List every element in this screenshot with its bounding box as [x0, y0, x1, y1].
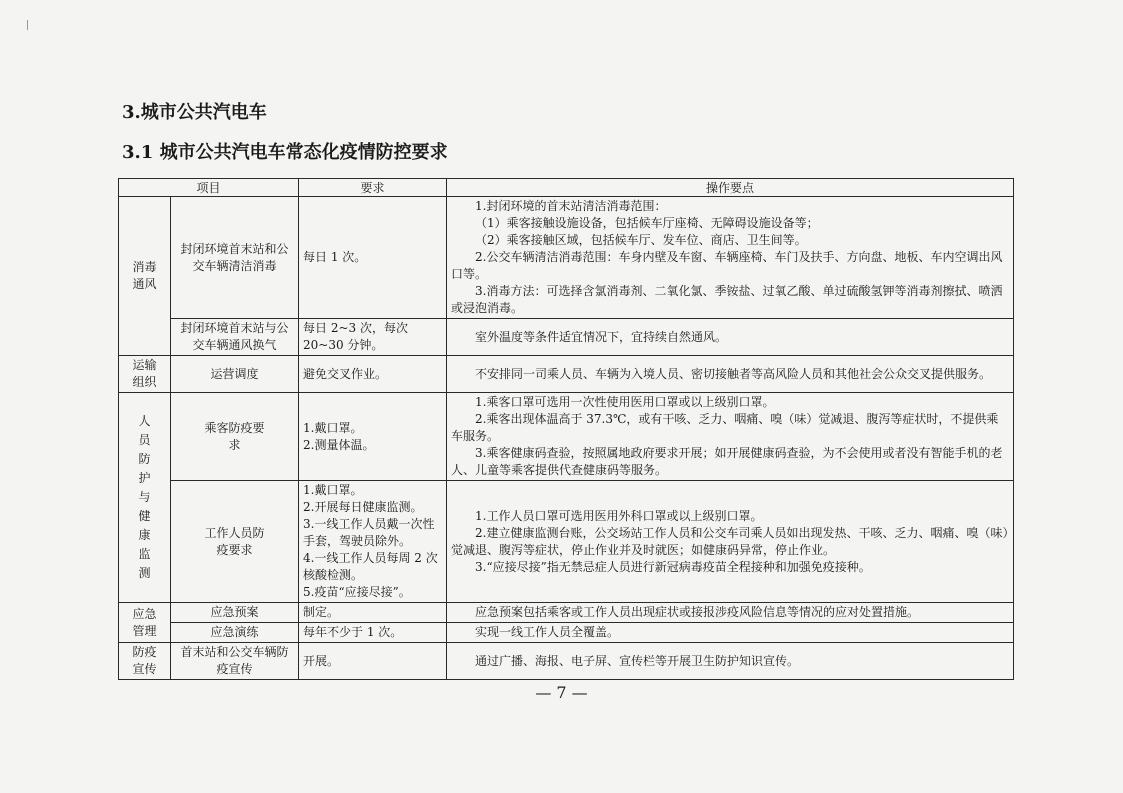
item-cell: 首末站和公交车辆防疫宣传: [171, 643, 299, 680]
item-label: 工作人员防疫要求: [204, 525, 265, 557]
key-points-cell: 通过广播、海报、电子屏、宣传栏等开展卫生防护知识宣传。: [447, 643, 1014, 680]
table-row: [119, 623, 1014, 643]
requirement-cell: 制定。: [299, 603, 447, 623]
item-cell: 封闭环境首末站与公交车辆通风换气: [171, 319, 299, 356]
point-line: 3.乘客健康码查验，按照属地政府要求开展；如开展健康码查验，为不会使用或者没有智能手机的老人、儿童等乘客提供代查健康码等服务。: [451, 446, 1003, 477]
requirement-cell: [299, 481, 447, 603]
table-row: [119, 643, 1014, 680]
requirements-table: [118, 178, 1014, 680]
header-item: 项目: [119, 179, 299, 197]
requirement-line: 3.一线工作人员戴一次性手套，驾驶员除外。: [303, 517, 435, 548]
point-line: 1.封闭环境的首末站清洁消毒范围：: [475, 199, 667, 213]
item-cell: 封闭环境首末站和公交车辆清洁消毒: [171, 197, 299, 319]
category-transport: [119, 356, 171, 393]
table-row: [119, 319, 1014, 356]
table-row: [119, 356, 1014, 393]
requirement-cell: 开展。: [299, 643, 447, 680]
category-label: 应急管理: [132, 606, 157, 638]
key-points-cell: [447, 393, 1014, 481]
requirement-line: 1.戴口罩。: [303, 420, 363, 435]
page-number: — 7 —: [535, 683, 588, 702]
section-heading: 3.城市公共汽电车: [122, 102, 267, 123]
category-label: 人员防护与健康监测: [138, 414, 151, 580]
requirement-cell: 每年不少于 1 次。: [299, 623, 447, 643]
item-cell: 应急演练: [171, 623, 299, 643]
requirement-line: 5.疫苗“应接尽接”。: [303, 585, 411, 599]
point-line: 2.公交车辆清洁消毒范围：车身内壁及车窗、车辆座椅、车门及扶手、方向盘、地板、车内空调出风口等。: [451, 250, 1003, 281]
point-line: （1）乘客接触设施设备，包括候车厅座椅、无障碍设施设备等；: [475, 216, 819, 230]
point-line: 1.乘客口罩可选用一次性使用医用口罩或以上级别口罩。: [475, 395, 775, 409]
key-points-cell: 室外温度等条件适宜情况下，宜持续自然通风。: [447, 319, 1014, 356]
point-line: 2.建立健康监测台账，公交场站工作人员和公交车司乘人员如出现发热、干咳、乏力、咽痛、嗅（味）觉减退、腹泻等症状，停止作业并及时就医；如健康码异常，停止作业。: [451, 525, 1009, 557]
header-key-points: 操作要点: [447, 179, 1014, 197]
key-points-cell: [447, 481, 1014, 603]
requirement-cell: [299, 393, 447, 481]
point-line: 1.工作人员口罩可选用医用外科口罩或以上级别口罩。: [475, 508, 763, 523]
item-cell: 应急预案: [171, 603, 299, 623]
point-line: 2.乘客出现体温高于 37.3℃，或有干咳、乏力、咽痛、嗅（味）觉减退、腹泻等症状时，不提供乘车服务。: [451, 412, 999, 443]
table-row: [119, 197, 1014, 319]
category-label: 消毒通风: [132, 260, 157, 291]
requirement-line: 4.一线工作人员每周 2 次核酸检测。: [303, 551, 438, 582]
point-line: 3.消毒方法：可选择含氯消毒剂、二氧化氯、季铵盐、过氧乙酸、单过硫酸氢钾等消毒剂擦拭、喷洒或浸泡消毒。: [451, 284, 1003, 315]
requirement-cell: 避免交叉作业。: [299, 356, 447, 393]
item-cell: 运营调度: [171, 356, 299, 393]
category-label: 防疫宣传: [132, 645, 157, 676]
category-disinfection: [119, 197, 171, 356]
category-label: 运输组织: [132, 358, 157, 389]
point-line: （2）乘客接触区域，包括候车厅、发车位、商店、卫生间等。: [475, 233, 807, 247]
requirement-line: 2.测量体温。: [303, 437, 375, 452]
item-cell: [171, 481, 299, 603]
header-requirement: 要求: [299, 179, 447, 197]
category-health: [119, 393, 171, 603]
requirement-cell: 每日 2~3 次，每次 20~30 分钟。: [299, 319, 447, 356]
subsection-heading: 3.1 城市公共汽电车常态化疫情防控要求: [122, 142, 448, 163]
key-points-cell: [447, 197, 1014, 319]
scan-mark: [27, 20, 28, 30]
point-line: 3.“应接尽接”指无禁忌症人员进行新冠病毒疫苗全程接种和加强免疫接种。: [475, 559, 871, 574]
key-points-cell: 应急预案包括乘客或工作人员出现症状或接报涉疫风险信息等情况的应对处置措施。: [447, 603, 1014, 623]
item-cell: [171, 393, 299, 481]
table-header-row: [119, 179, 1014, 197]
table-row: [119, 393, 1014, 481]
key-points-cell: 实现一线工作人员全覆盖。: [447, 623, 1014, 643]
key-points-cell: 不安排同一司乘人员、车辆为入境人员、密切接触者等高风险人员和其他社会公众交叉提供服务。: [447, 356, 1014, 393]
table-row: [119, 481, 1014, 603]
table-row: [119, 603, 1014, 623]
requirement-line: 1.戴口罩。: [303, 483, 363, 497]
category-publicity: [119, 643, 171, 680]
category-emergency: [119, 603, 171, 643]
item-label: 乘客防疫要求: [204, 420, 265, 452]
requirement-cell: 每日 1 次。: [299, 197, 447, 319]
requirement-line: 2.开展每日健康监测。: [303, 500, 423, 514]
